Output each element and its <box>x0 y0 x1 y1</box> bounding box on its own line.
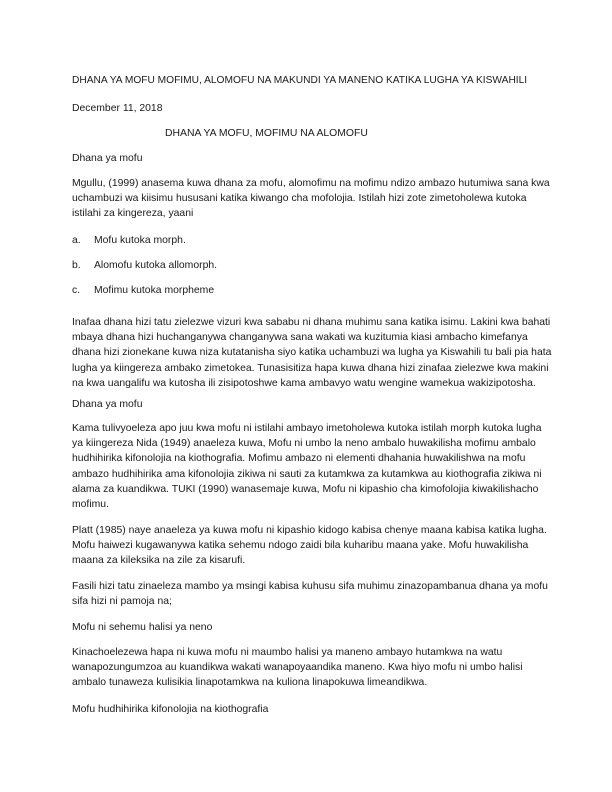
list-marker: c. <box>72 285 81 296</box>
list-item-text: Mofu kutoka morph. <box>94 235 186 246</box>
section-subtitle: DHANA YA MOFU, MOFIMU NA ALOMOFU <box>165 128 368 139</box>
paragraph-mgullu: Mgullu, (1999) anasema kuwa dhana za mofu, alomofimu na mofimu ndizo ambazo hutumiwa sana kwa uchambuzi wa kiisimu hususani katika kiwango cha mofolojia. Istilah hizi zote zimetoholewa kutoka istilahi za kingereza, yaani <box>72 178 550 220</box>
document-title: DHANA YA MOFU MOFIMU, ALOMOFU NA MAKUNDI YA MANENO KATIKA LUGHA YA KISWAHILI <box>72 75 528 86</box>
list-item-text: Mofimu kutoka morpheme <box>94 285 215 296</box>
paragraph-platt: Platt (1985) naye anaeleza ya kuwa mofu ni kipashio kidogo kabisa chenye maana kabisa katika lugha. Mofu haiwezi kugawanywa katika sehemu ndogo zaidi bila kuharibu maana yake. Mofu huwakilisha maana za kileksika na zile za kisarufi. <box>72 525 547 567</box>
paragraph-inafaa: Inafaa dhana hizi tatu zielezwe vizuri kwa sababu ni dhana muhimu sana katika isimu. Lakini kwa bahati mbaya dhana hizi huchanganywa changanywa sana wakati wa kuzitumia kiasi ambacho kimefanya dhana hizi zionekane kuwa niza kutatanisha siyo katika uchambuzi wa lugha ya Kiswahili tu bali pia hata lugha ya kiingereza ambako zimetokea. Tunasisitiza hapa kuwa dhana hizi zinafaa zielezwe kwa makini na kwa uangalifu wa kutosha ili zisipotoshwe kama ambavyo watu wengine wamekua wakizipotosha. <box>72 317 552 389</box>
heading-mofu-sehemu-halisi: Mofu ni sehemu halisi ya neno <box>72 622 213 633</box>
heading-dhana-ya-mofu: Dhana ya mofu <box>72 153 143 164</box>
heading-dhana-ya-mofu-2: Dhana ya mofu <box>72 399 143 410</box>
list-marker: a. <box>72 235 81 246</box>
paragraph-kama-tulivyoeleza: Kama tulivyoeleza apo juu kwa mofu ni istilahi ambayo imetoholewa kutoka istilah morph kutoka lugha ya kiingereza Nida (1949) anaeleza kuwa, Mofu ni umbo la neno ambalo huwakilisha mofimu ambalo hudhihirika kifonolojia na kiothografia. Mofimu ambazo ni elementi dhahania huwakilishwa na mofu ambazo hudhihirika ama kifonolojia zikiwa ni sauti za kutamkwa za kutamkwa au kiothografia zikiwa ni alama za kuandikwa. TUKI (1990) wanasemaje kuwa, Mofu ni kipashio cha kimofolojia kiwakilishacho mofimu. <box>72 423 542 511</box>
list-marker: b. <box>72 260 81 271</box>
list-item-text: Alomofu kutoka allomorph. <box>94 260 218 271</box>
paragraph-kinachoelezewa: Kinachoelezewa hapa ni kuwa mofu ni maumbo halisi ya maneno ambayo hutamkwa na watu wanapozungumzoa au kuandikwa wakati wanapoyaandika maneno. Kwa hiyo mofu ni umbo halisi ambalo tunaweza kulisikia linapotamkwa na kuliona linapokuwa limeandikwa. <box>72 647 523 689</box>
heading-mofu-hudhihirika: Mofu hudhihirika kifonolojia na kiothografia <box>72 704 269 715</box>
post-date: December 11, 2018 <box>72 103 163 114</box>
paragraph-fasili: Fasili hizi tatu zinaeleza mambo ya msingi kabisa kuhusu sifa muhimu zinazopambanua dhana ya mofu sifa hizi ni pamoja na; <box>72 581 548 608</box>
